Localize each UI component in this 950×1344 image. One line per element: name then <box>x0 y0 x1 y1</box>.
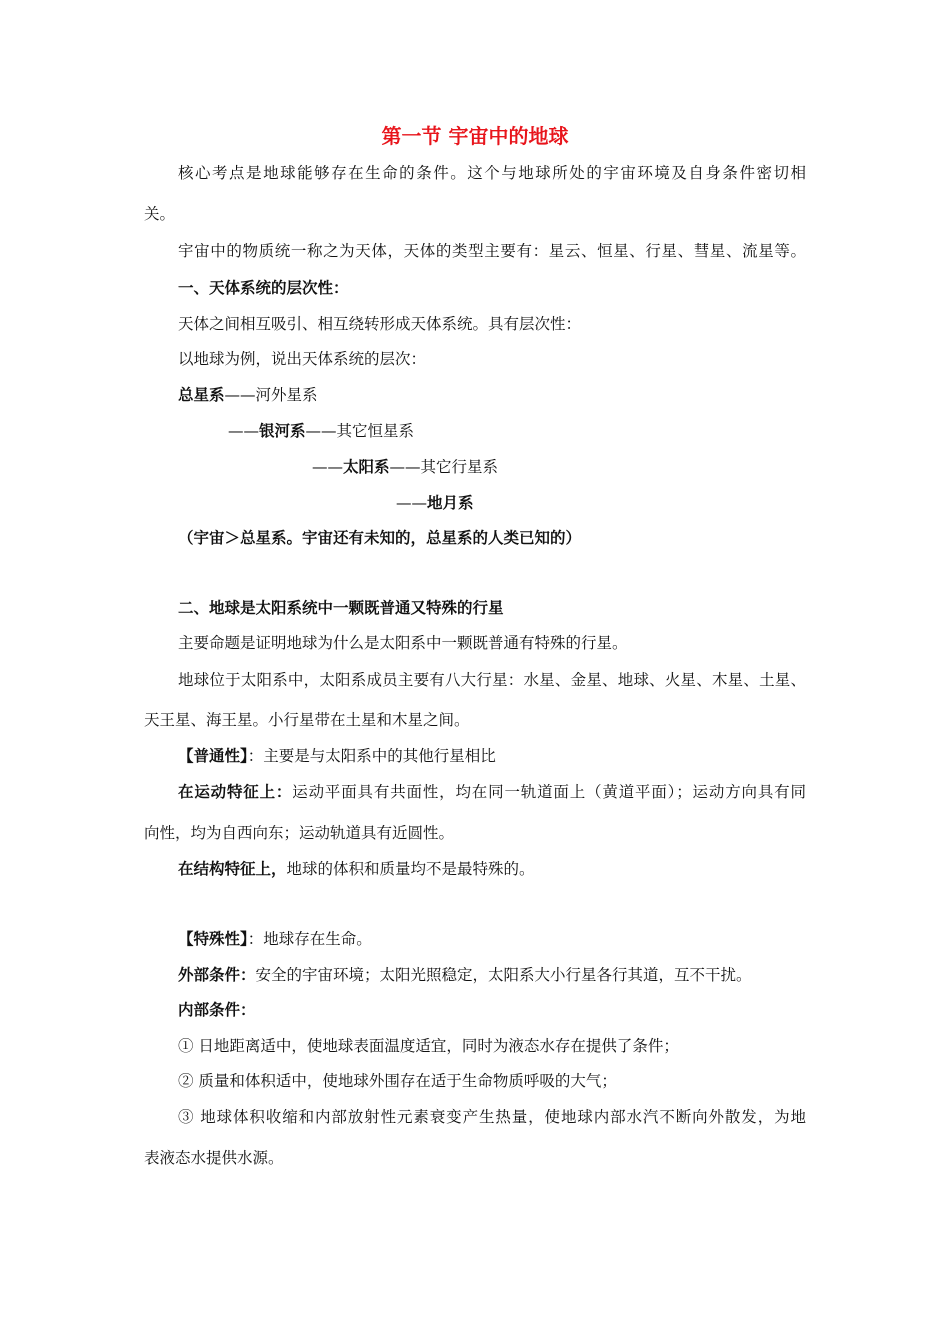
motion-line-2: 向性，均为自西向东；运动轨道具有近圆性。 <box>144 824 455 842</box>
special-line <box>178 928 372 950</box>
commonality-label: 【普通性】 <box>178 747 248 765</box>
hierarchy-level-4-dash: —— <box>396 494 427 512</box>
external-text: 安全的宇宙环境；太阳光照稳定，太阳系大小行星各行其道，互不干扰。 <box>255 966 752 984</box>
special-text: ：地球存在生命。 <box>247 930 372 948</box>
section2-paragraph-1: 主要命题是证明地球为什么是太阳系中一颗既普通有特殊的行星。 <box>178 634 628 652</box>
condition-3-line-2: 表液态水提供水源。 <box>144 1149 284 1167</box>
condition-3-line-1: ③ 地球体积收缩和内部放射性元素衰变产生热量，使地球内部水汽不断向外散发，为地 <box>178 1108 806 1126</box>
hierarchy-level-1-rest: ——河外星系 <box>224 386 318 404</box>
universe-note: （宇宙＞总星系。宇宙还有未知的，总星系的人类已知的） <box>178 529 582 547</box>
commonality-line <box>178 745 496 767</box>
intro-line-1: 核心考点是地球能够存在生命的条件。这个与地球所处的宇宙环境及自身条件密切相 <box>178 164 806 182</box>
structure-text: 地球的体积和质量均不是最特殊的。 <box>286 860 535 878</box>
hierarchy-level-3 <box>312 456 498 478</box>
structure-label: 在结构特征上， <box>178 860 287 878</box>
section1-paragraph-2: 以地球为例，说出天体系统的层次： <box>178 350 427 368</box>
external-line <box>178 964 752 986</box>
hierarchy-level-3-name: 太阳系 <box>343 458 390 476</box>
hierarchy-level-2-dash: —— <box>228 422 259 440</box>
planets-line-1: 地球位于太阳系中，太阳系成员主要有八大行星：水星、金星、地球、火星、木星、土星、 <box>178 671 806 689</box>
motion-line-1 <box>178 781 806 803</box>
hierarchy-level-4-name: 地月系 <box>427 494 474 512</box>
planets-line-2: 天王星、海王星。小行星带在土星和木星之间。 <box>144 711 470 729</box>
hierarchy-level-2-name: 银河系 <box>259 422 306 440</box>
hierarchy-level-2 <box>228 420 414 442</box>
section1-heading: 一、天体系统的层次性： <box>178 279 349 297</box>
commonality-text: ：主要是与太阳系中的其他行星相比 <box>247 747 496 765</box>
hierarchy-level-3-rest: ——其它行星系 <box>389 458 499 476</box>
external-label: 外部条件： <box>178 966 256 984</box>
section1-paragraph-1: 天体之间相互吸引、相互绕转形成天体系统。具有层次性： <box>178 315 582 333</box>
condition-1: ① 日地距离适中，使地球表面温度适宜，同时为液态水存在提供了条件； <box>178 1037 679 1055</box>
motion-text-1: 运动平面具有共面性，均在同一轨道面上（黄道平面）；运动方向具有同 <box>292 783 806 801</box>
hierarchy-level-1-name: 总星系 <box>178 386 225 404</box>
internal-label: 内部条件： <box>178 1001 256 1019</box>
structure-line <box>178 858 535 880</box>
page-title: 第一节 宇宙中的地球 <box>381 124 569 148</box>
hierarchy-level-2-rest: ——其它恒星系 <box>305 422 415 440</box>
section2-heading: 二、地球是太阳系统中一颗既普通又特殊的行星 <box>178 599 504 617</box>
hierarchy-level-1 <box>178 384 318 406</box>
hierarchy-level-3-dash: —— <box>312 458 343 476</box>
motion-label: 在运动特征上： <box>178 783 293 801</box>
hierarchy-level-4 <box>396 492 474 514</box>
special-label: 【特殊性】 <box>178 930 248 948</box>
intro-line-3: 宇宙中的物质统一称之为天体，天体的类型主要有：星云、恒星、行星、彗星、流星等。 <box>178 242 806 260</box>
intro-line-2: 关。 <box>144 205 176 223</box>
condition-2: ② 质量和体积适中，使地球外围存在适于生命物质呼吸的大气； <box>178 1072 617 1090</box>
